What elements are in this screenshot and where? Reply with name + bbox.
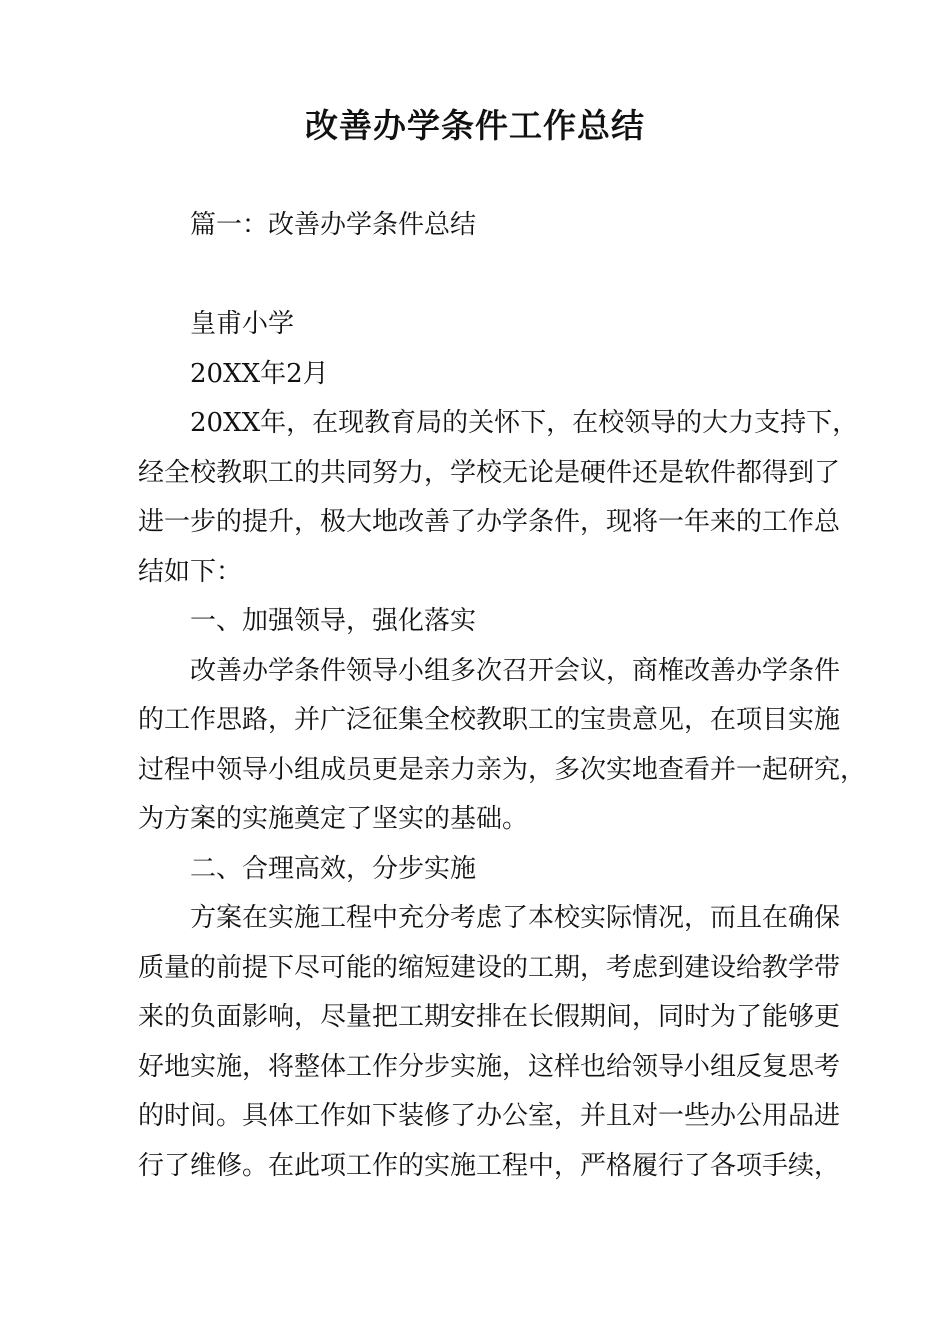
paragraph-line: 来的负面影响，尽量把工期安排在长假期间，同时为了能够更 bbox=[138, 1002, 841, 1032]
document-date: 20XX年2月 bbox=[190, 358, 329, 389]
paragraph-line: 行了维修。在此项工作的实施工程中，严格履行了各项手续， bbox=[138, 1150, 841, 1181]
section-heading-1 bbox=[138, 597, 838, 647]
paragraph-line: 进一步的提升，极大地改善了办学条件，现将一年来的工作总 bbox=[138, 507, 841, 537]
document-subtitle-block bbox=[138, 201, 838, 251]
paragraph-line: 20XX年，在现教育局的关怀下，在校领导的大力支持下， bbox=[190, 408, 859, 438]
section-heading: 二、合理高效，分步实施 bbox=[190, 853, 477, 884]
document-title: 改善办学条件工作总结 bbox=[305, 106, 645, 145]
document-body bbox=[138, 300, 867, 1191]
paragraph-line: 改善办学条件领导小组多次召开会议，商榷改善办学条件 bbox=[190, 655, 841, 686]
paragraph-line: 质量的前提下尽可能的缩短建设的工期，考虑到建设给教学带 bbox=[138, 952, 841, 983]
paragraph-line: 为方案的实施奠定了坚实的基础。 bbox=[138, 804, 529, 834]
paragraph-line: 经全校教职工的共同努力，学校无论是硬件还是软件都得到了 bbox=[138, 457, 841, 488]
paragraph-line: 好地实施，将整体工作分步实施，这样也给领导小组反复思考 bbox=[138, 1051, 841, 1082]
paragraph-line: 方案在实施工程中充分考虑了本校实际情况，而且在确保 bbox=[190, 903, 841, 933]
paragraph-line: 的时间。具体工作如下装修了办公室，并且对一些办公用品进 bbox=[138, 1101, 841, 1131]
paragraph-intro bbox=[138, 399, 859, 597]
paragraph-leadership bbox=[138, 647, 867, 845]
school-name: 皇甫小学 bbox=[190, 309, 295, 339]
section-heading: 一、加强领导，强化落实 bbox=[190, 606, 477, 636]
paragraph-line: 过程中领导小组成员更是亲力亲为，多次实地查看并一起研究， bbox=[138, 754, 867, 785]
section-heading-2 bbox=[138, 845, 838, 895]
paragraph-line: 的工作思路，并广泛征集全校教职工的宝贵意见，在项目实施 bbox=[138, 705, 841, 735]
paragraph-implementation bbox=[138, 894, 841, 1191]
document-subtitle: 篇一：改善办学条件总结 bbox=[190, 210, 477, 240]
paragraph-line: 结如下： bbox=[138, 556, 243, 587]
